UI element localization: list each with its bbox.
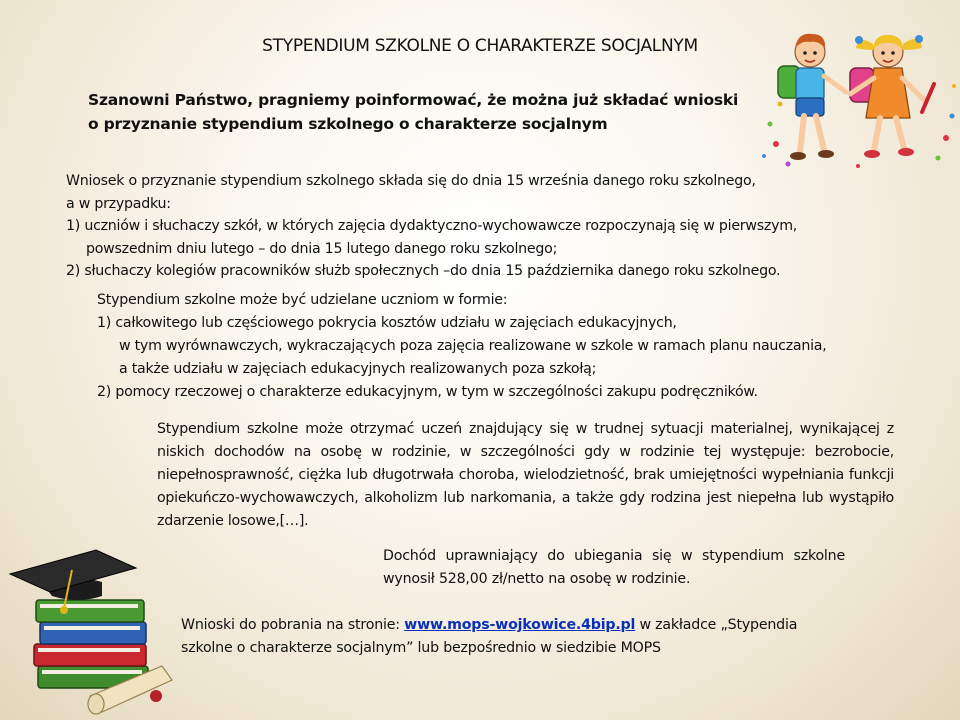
download-prefix: Wnioski do pobrania na stronie: <box>181 617 405 633</box>
forms-item-1: 1) całkowitego lub częściowego pokrycia kosztów udziału w zajęciach edukacyjnych, <box>97 315 677 331</box>
mops-website-link[interactable]: www.mops-wojkowice.4bip.pl <box>404 617 636 633</box>
forms-paragraph <box>97 289 897 404</box>
deadlines-paragraph <box>66 170 866 283</box>
download-line-1 <box>181 614 861 637</box>
deadlines-item-2: 2) słuchaczy kolegiów pracowników służb społecznych –do dnia 15 października danego roku szkolnego. <box>66 263 781 279</box>
income-paragraph: Dochód uprawniający do ubiegania się w stypendium szkolne wynosił 528,00 zł/netto na osobę w rodzinie. <box>383 548 845 587</box>
download-suffix: w zakładce „Stypendia <box>635 617 798 633</box>
forms-item-1-cont: w tym wyrównawczych, wykraczających poza zajęcia realizowane w szkole w ramach planu nauczania, <box>119 338 827 354</box>
page-title: STYPENDIUM SZKOLNE O CHARAKTERZE SOCJALNYM <box>262 36 698 56</box>
download-line-2: szkolne o charakterze socjalnym” lub bezpośrednio w siedzibie MOPS <box>181 640 661 656</box>
children-with-backpacks-illustration <box>758 26 958 176</box>
intro-line-1: Szanowni Państwo, pragniemy poinformować, że można już składać wnioski <box>88 91 739 109</box>
deadlines-line-2: a w przypadku: <box>66 195 171 212</box>
book-stack <box>34 600 148 688</box>
books-graduation-cap-illustration <box>6 548 176 718</box>
deadlines-line-1: Wniosek o przyznanie stypendium szkolnego składa się do dnia 15 września danego roku szkolnego, <box>66 173 756 189</box>
forms-item-1-cont-2: a także udziału w zajęciach edukacyjnych realizowanych poza szkołą; <box>119 361 597 377</box>
girl-figure <box>850 35 934 158</box>
download-paragraph <box>181 614 861 660</box>
intro-line-2: o przyznanie stypendium szkolnego o charakterze socjalnym <box>88 115 608 133</box>
intro-text <box>88 88 768 136</box>
deadlines-item-1: 1) uczniów i słuchaczy szkół, w których zajęcia dydaktyczno-wychowawcze rozpoczynają się w pierwszym, <box>66 218 798 234</box>
boy-figure <box>778 34 846 160</box>
forms-item-2: 2) pomocy rzeczowej o charakterze edukacyjnym, w tym w szczególności zakupu podręczników. <box>97 384 758 400</box>
eligibility-paragraph: Stypendium szkolne może otrzymać uczeń znajdujący się w trudnej sytuacji materialnej, wynikającej z niskich dochodów na osobę w rodzinie, w szczególności gdy w rodzinie tej występuje: bezrobocie, niepełnosprawność, ciężka lub długotrwała choroba, wielodzietność, brak umiejętności wypełniania funkcji opiekuńczo-wychowawczych, alkoholizm lub narkomania, a także gdy rodzina jest niepełna lub wystąpiło zdarzenie losowe,[…]. <box>157 421 894 529</box>
forms-intro: Stypendium szkolne może być udzielane uczniom w formie: <box>97 292 508 308</box>
deadlines-item-1-cont: powszednim dniu lutego – do dnia 15 lutego danego roku szkolnego; <box>86 240 558 257</box>
